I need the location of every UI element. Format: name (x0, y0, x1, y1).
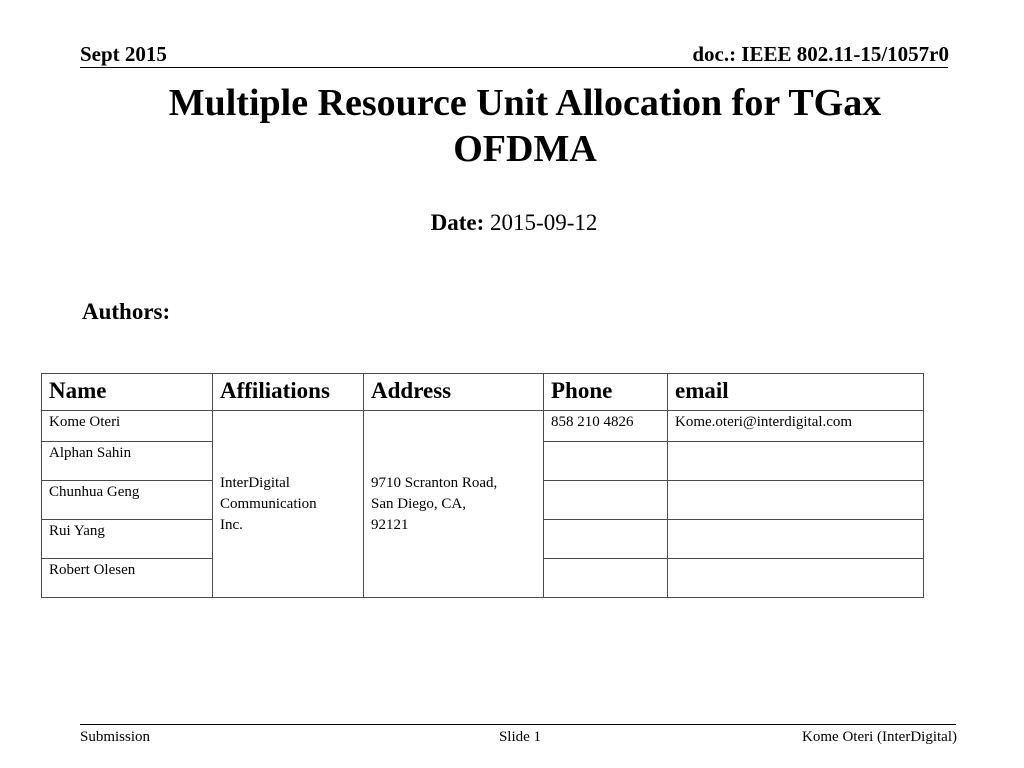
affiliation-line: InterDigital (220, 474, 290, 491)
table-header-row (42, 374, 924, 411)
address-line: 92121 (371, 516, 409, 533)
author-email (668, 559, 924, 598)
address-line: 9710 Scranton Road, (371, 474, 498, 491)
author-email (668, 481, 924, 520)
header-date: Sept 2015 (80, 42, 167, 66)
author-phone (544, 481, 668, 520)
column-header-address: Address (364, 374, 544, 411)
header-divider (80, 67, 948, 68)
date-label: Date: (430, 210, 485, 235)
author-phone (544, 559, 668, 598)
author-affiliation (213, 411, 364, 598)
author-phone (544, 442, 668, 481)
column-header-name: Name (42, 374, 213, 411)
author-name: Rui Yang (42, 520, 213, 559)
authors-table (41, 373, 924, 598)
column-header-affiliations: Affiliations (213, 374, 364, 411)
slide-title (80, 80, 970, 172)
authors-heading: Authors: (82, 299, 171, 324)
author-name: Kome Oteri (42, 411, 213, 442)
address-line: San Diego, CA, (371, 495, 466, 512)
author-phone: 858 210 4826 (544, 411, 668, 442)
affiliation-line: Inc. (220, 516, 243, 533)
column-header-phone: Phone (544, 374, 668, 411)
footer-author: Kome Oteri (InterDigital) (802, 729, 957, 745)
affiliation-line: Communication (220, 495, 317, 512)
slide-title-line-1: Multiple Resource Unit Allocation for TGax (168, 82, 882, 124)
date-value: 2015-09-12 (490, 210, 598, 235)
column-header-email: email (668, 374, 924, 411)
author-name: Chunhua Geng (42, 481, 213, 520)
slide-date (80, 208, 948, 238)
author-phone (544, 520, 668, 559)
author-email: Kome.oteri@interdigital.com (668, 411, 924, 442)
footer-slide-number: Slide 1 (498, 729, 542, 745)
table-row (42, 411, 924, 442)
slide-title-line-2: OFDMA (453, 128, 597, 170)
author-name: Alphan Sahin (42, 442, 213, 481)
footer-submission: Submission (80, 729, 151, 745)
header-doc-id: doc.: IEEE 802.11-15/1057r0 (692, 42, 949, 66)
author-name: Robert Olesen (42, 559, 213, 598)
author-email (668, 520, 924, 559)
author-address (364, 411, 544, 598)
author-email (668, 442, 924, 481)
footer-divider (80, 724, 956, 725)
